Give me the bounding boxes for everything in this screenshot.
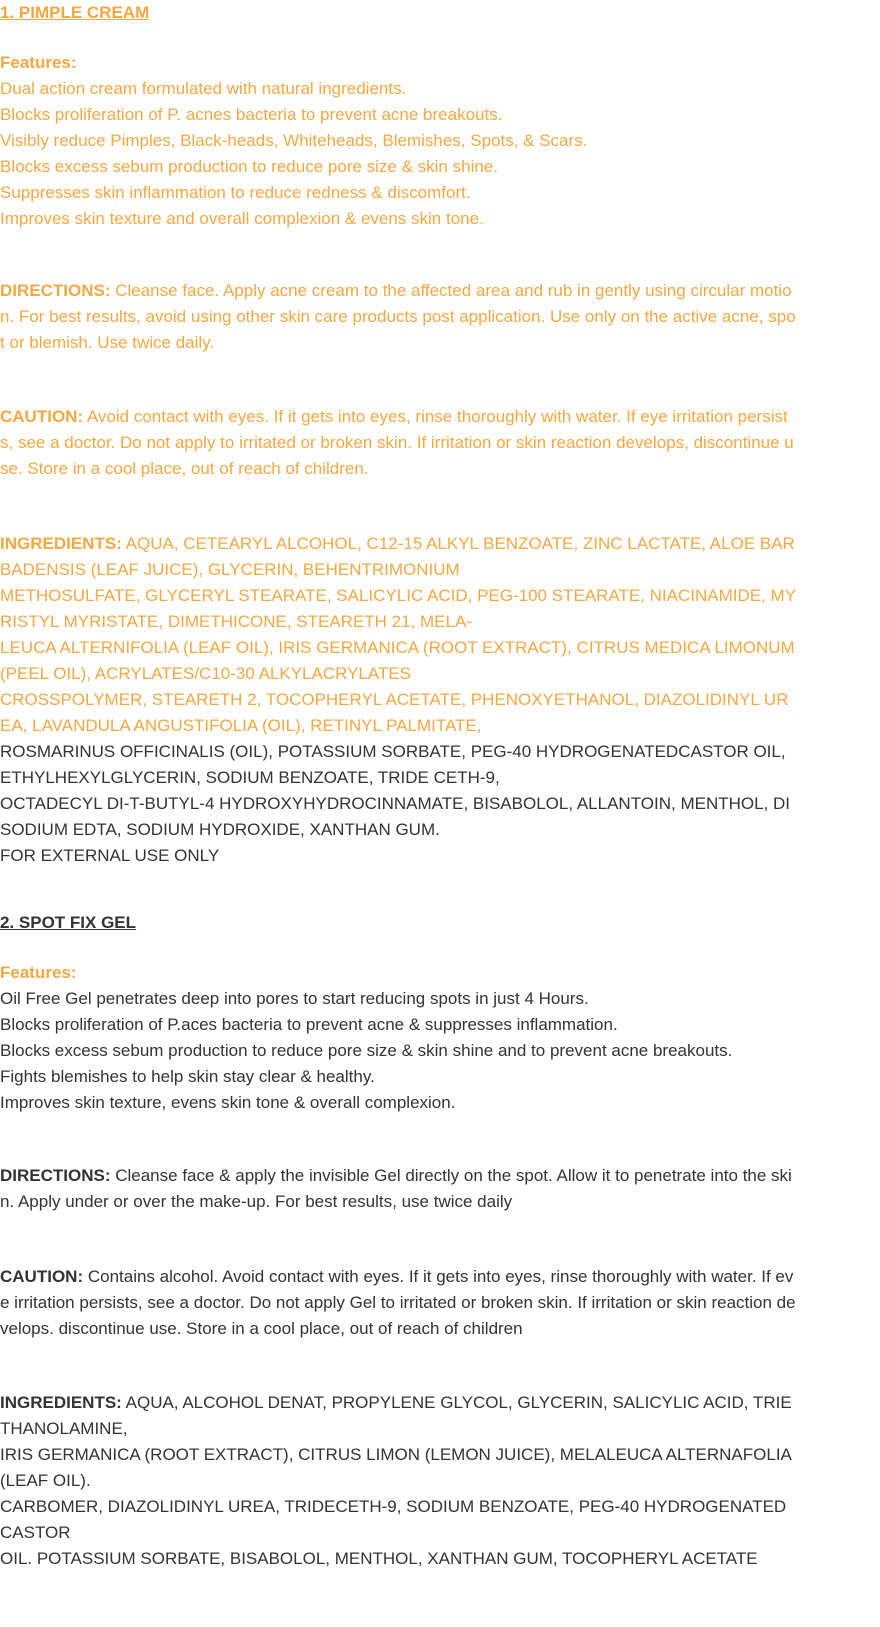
product1-feature-item: Blocks proliferation of P. acnes bacteria to prevent acne breakouts. bbox=[0, 105, 503, 124]
product1-directions-label: DIRECTIONS: bbox=[0, 281, 111, 300]
product2-ingredients-text: CASTOR bbox=[0, 1523, 71, 1542]
product1-caution-text: s, see a doctor. Do not apply to irritated or broken skin. If irritation or skin reaction develops, discontinue u bbox=[0, 433, 794, 452]
product2-directions-label: DIRECTIONS: bbox=[0, 1166, 111, 1185]
product1-directions bbox=[0, 278, 874, 356]
product2-ingredients-text: IRIS GERMANICA (ROOT EXTRACT), CITRUS LIMON (LEMON JUICE), MELALEUCA ALTERNAFOLIA bbox=[0, 1445, 792, 1464]
product2-ingredients bbox=[0, 1390, 874, 1572]
product1-ingredients-text: SODIUM EDTA, SODIUM HYDROXIDE, XANTHAN GUM. bbox=[0, 820, 440, 839]
product1-directions-text: n. For best results, avoid using other skin care products post application. Use only on the active acne, spo bbox=[0, 307, 796, 326]
product2-features bbox=[0, 960, 874, 1116]
product1-ingredients-text: RISTYL MYRISTATE, DIMETHICONE, STEARETH 21, MELA- bbox=[0, 612, 472, 631]
product1-feature-item: Blocks excess sebum production to reduce pore size & skin shine. bbox=[0, 157, 498, 176]
product2-ingredients-text: THANOLAMINE, bbox=[0, 1419, 128, 1438]
product1-ingredients-text: OCTADECYL DI-T-BUTYL-4 HYDROXYHYDROCINNAMATE, BISABOLOL, ALLANTOIN, MENTHOL, DI bbox=[0, 794, 791, 813]
product1-ingredients-label: INGREDIENTS: bbox=[0, 534, 122, 553]
product2-ingredients-label: INGREDIENTS: bbox=[0, 1393, 122, 1412]
product2-feature-item: Oil Free Gel penetrates deep into pores to start reducing spots in just 4 Hours. bbox=[0, 989, 589, 1008]
product2-feature-item: Blocks proliferation of P.aces bacteria to prevent acne & suppresses inflammation. bbox=[0, 1015, 618, 1034]
product1-ingredients-text: CROSSPOLYMER, STEARETH 2, TOCOPHERYL ACETATE, PHENOXYETHANOL, DIAZOLIDINYL UR bbox=[0, 690, 789, 709]
product2-caution-text: e irritation persists, see a doctor. Do not apply Gel to irritated or broken skin. If irritation or skin reaction de bbox=[0, 1293, 796, 1312]
product2-heading: 2. SPOT FIX GEL bbox=[0, 913, 137, 932]
product1-features bbox=[0, 50, 874, 232]
product2-caution-text: Contains alcohol. Avoid contact with eyes. If it gets into eyes, rinse thoroughly with water. If ev bbox=[83, 1267, 794, 1286]
product1-ingredients-text: ETHYLHEXYLGLYCERIN, SODIUM BENZOATE, TRIDE CETH-9, bbox=[0, 768, 500, 787]
product1-ingredients-text: (PEEL OIL), ACRYLATES/C10-30 ALKYLACRYLATES bbox=[0, 664, 412, 683]
product2-feature-item: Fights blemishes to help skin stay clear & healthy. bbox=[0, 1067, 375, 1086]
product1-caution-text: se. Store in a cool place, out of reach of children. bbox=[0, 459, 369, 478]
product2-ingredients-text: CARBOMER, DIAZOLIDINYL UREA, TRIDECETH-9, SODIUM BENZOATE, PEG-40 HYDROGENATED bbox=[0, 1497, 787, 1516]
product1-directions-text: Cleanse face. Apply acne cream to the affected area and rub in gently using circular motio bbox=[110, 281, 792, 300]
product1-ingredients-text: EA, LAVANDULA ANGUSTIFOLIA (OIL), RETINYL PALMITATE, bbox=[0, 716, 482, 735]
product1-caution-label: CAUTION: bbox=[0, 407, 84, 426]
product1-feature-item: Dual action cream formulated with natural ingredients. bbox=[0, 79, 407, 98]
product2-feature-item: Blocks excess sebum production to reduce pore size & skin shine and to prevent acne breakouts. bbox=[0, 1041, 733, 1060]
product1-heading: 1. PIMPLE CREAM bbox=[0, 3, 150, 22]
product1-ingredients-text: METHOSULFATE, GLYCERYL STEARATE, SALICYLIC ACID, PEG-100 STEARATE, NIACINAMIDE, MY bbox=[0, 586, 797, 605]
product1-ingredients-text: AQUA, CETEARYL ALCOHOL, C12-15 ALKYL BENZOATE, ZINC LACTATE, ALOE BAR bbox=[121, 534, 795, 553]
product2-features-label: Features: bbox=[0, 963, 77, 982]
product1-caution-text: Avoid contact with eyes. If it gets into eyes, rinse thoroughly with water. If eye irritation persist bbox=[83, 407, 788, 426]
product2-caution bbox=[0, 1264, 874, 1342]
product2-ingredients-text: AQUA, ALCOHOL DENAT, PROPYLENE GLYCOL, GLYCERIN, SALICYLIC ACID, TRIE bbox=[121, 1393, 792, 1412]
product2-directions bbox=[0, 1163, 874, 1215]
product2-ingredients-text: (LEAF OIL). bbox=[0, 1471, 91, 1490]
product1-external-use-note: FOR EXTERNAL USE ONLY bbox=[0, 846, 220, 865]
product1-ingredients-text: BADENSIS (LEAF JUICE), GLYCERIN, BEHENTRIMONIUM bbox=[0, 560, 460, 579]
product2-directions-text: n. Apply under or over the make-up. For best results, use twice daily bbox=[0, 1192, 513, 1211]
product2-caution-text: velops. discontinue use. Store in a cool place, out of reach of children bbox=[0, 1319, 523, 1338]
product2-ingredients-text: OIL. POTASSIUM SORBATE, BISABOLOL, MENTHOL, XANTHAN GUM, TOCOPHERYL ACETATE bbox=[0, 1549, 758, 1568]
product1-feature-item: Improves skin texture and overall complexion & evens skin tone. bbox=[0, 209, 484, 228]
product1-features-label: Features: bbox=[0, 53, 77, 72]
product2-caution-label: CAUTION: bbox=[0, 1267, 84, 1286]
product1-feature-item: Visibly reduce Pimples, Black-heads, Whiteheads, Blemishes, Spots, & Scars. bbox=[0, 131, 588, 150]
product1-directions-text: t or blemish. Use twice daily. bbox=[0, 333, 215, 352]
product1-feature-item: Suppresses skin inflammation to reduce redness & discomfort. bbox=[0, 183, 471, 202]
product2-directions-text: Cleanse face & apply the invisible Gel directly on the spot. Allow it to penetrate into the ski bbox=[110, 1166, 792, 1185]
product1-ingredients-text: LEUCA ALTERNIFOLIA (LEAF OIL), IRIS GERMANICA (ROOT EXTRACT), CITRUS MEDICA LIMONUM bbox=[0, 638, 795, 657]
product1-ingredients bbox=[0, 531, 874, 869]
product2-feature-item: Improves skin texture, evens skin tone & overall complexion. bbox=[0, 1093, 456, 1112]
product1-ingredients-text: ROSMARINUS OFFICINALIS (OIL), POTASSIUM SORBATE, PEG-40 HYDROGENATEDCASTOR OIL, bbox=[0, 742, 786, 761]
product1-caution bbox=[0, 404, 874, 482]
